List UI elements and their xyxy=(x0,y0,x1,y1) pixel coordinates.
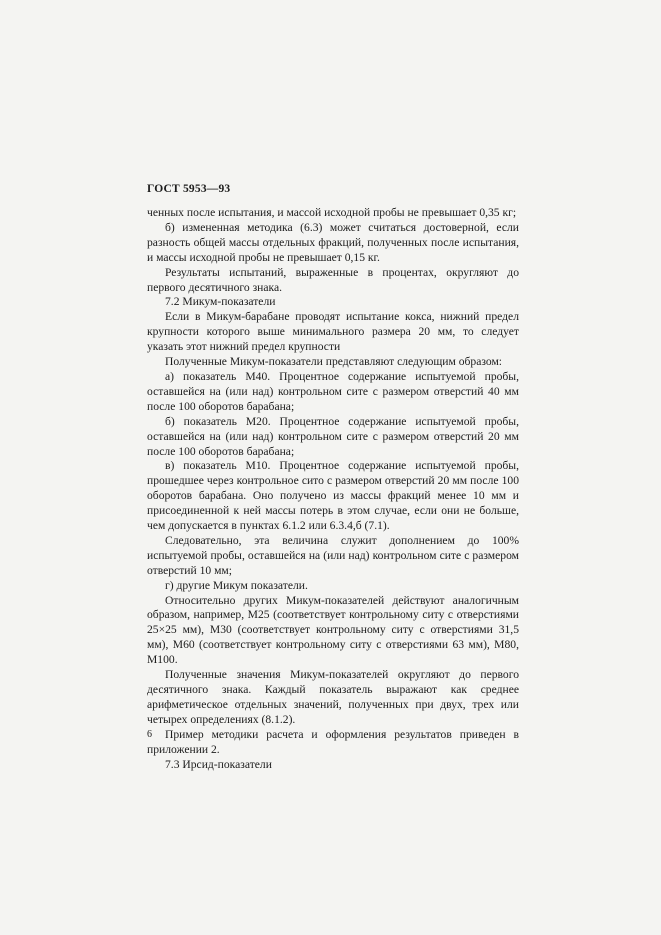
paragraph: Следовательно, эта величина служит дополнением до 100% испытуемой пробы, оставшейся на (или над) контрольном сите с размером отверстий 10 мм; xyxy=(147,533,519,577)
section-heading: 7.2 Микум-показатели xyxy=(165,295,276,309)
paragraph: Полученные Микум-показатели представляют следующим образом: xyxy=(165,355,503,369)
list-item: б) показатель M20. Процентное содержание испытуемой пробы, оставшейся на (или над) контрольном сите с размером отверстий 20 мм после 100 оборотов барабана; xyxy=(147,414,519,458)
list-item: в) показатель M10. Процентное содержание испытуемой пробы, прошедшее через контрольное сито с размером отверстий 20 мм после 100 оборотов барабана. Оно получено из массы фракций менее 10 мм и присоединенной к ней массы потерь в этом случае, если они не больше, чем допускается в пунктах 6.1.2 или 6.3.4,б (7.1). xyxy=(147,459,519,533)
paragraph: б) измененная методика (6.3) может считаться достоверной, если разность общей массы отдельных фракций, полученных после испытания, и массы исходной пробы не превышает 0,15 кг. xyxy=(147,220,519,264)
document-body xyxy=(147,206,519,772)
paragraph: Относительно других Микум-показателей действуют аналогичным образом, например, M25 (соответствует контрольному ситу с отверстиями 25×25 мм), M30 (соответствует контрольному ситу с отверстиями 31,5 мм), M60 (соответствует контрольному ситу с отверстиями 63 мм), M80, M100. xyxy=(147,593,519,667)
paragraph: Пример методики расчета и оформления результатов приведен в приложении 2. xyxy=(147,727,519,756)
paragraph: Если в Микум-барабане проводят испытание кокса, нижний предел крупности которого выше минимального размера 20 мм, то следует указать этот нижний предел крупности xyxy=(147,310,519,354)
list-item: а) показатель M40. Процентное содержание испытуемой пробы, оставшейся на (или над) контрольном сите с размером отверстий 40 мм после 100 оборотов барабана; xyxy=(147,369,519,413)
section-heading: 7.3 Ирсид-показатели xyxy=(165,757,272,771)
paragraph: Полученные значения Микум-показателей округляют до первого десятичного знака. Каждый показатель выражают как среднее арифметическое отдельных значений, полученных при двух, трех или четырех определениях (8.1.2). xyxy=(147,668,519,726)
paragraph: ченных после испытания, и массой исходной пробы не превышает 0,35 кг; xyxy=(147,206,517,219)
list-item: г) другие Микум показатели. xyxy=(165,578,308,592)
page-number: 6 xyxy=(147,729,152,740)
standard-header: ГОСТ 5953—93 xyxy=(147,183,231,195)
paragraph: Результаты испытаний, выраженные в процентах, округляют до первого десятичного знака. xyxy=(147,265,519,294)
